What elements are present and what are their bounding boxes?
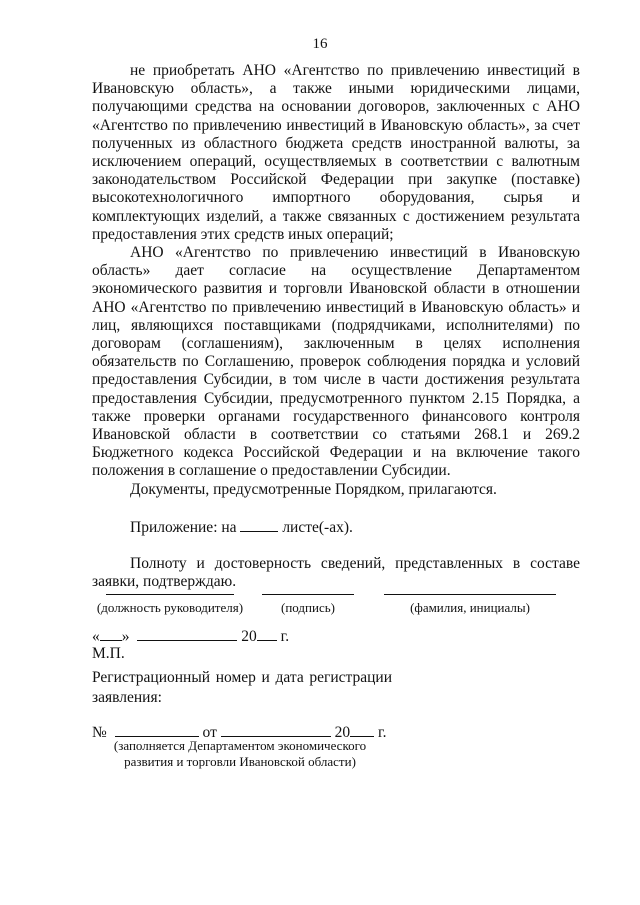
paragraph-consent: АНО «Агентство по привлечению инвестиций в Ивановскую область» дает согласие на осуществление Департаментом экономического развития и торговли Ивановской области в отношении АНО «Агентство по привлечению инвестиций в Ивановскую область» и лиц, являющихся поставщиками (подрядчиками, исполнителями) по договорам (соглашениям), заключенным в целях исполнения обязательств по Соглашению, проверок соблюдения порядка и условий предоставления Субсидии, в том числе в части достижения результата предоставления Субсидии, предусмотренного пунктом 2.15 Порядка, а также проверки органами государственного финансового контроля Ивановской области в соответствии со статьями 268.1 и 269.2 Бюджетного кодекса Российской Федерации и на включение такого положения в соглашение о предоставлении Субсидии. (92, 244, 580, 480)
registration-date-blank[interactable] (221, 722, 331, 737)
position-blank-line[interactable] (106, 594, 234, 595)
date-close-quote: » (121, 628, 130, 645)
registration-year-prefix: 20 (334, 724, 351, 741)
page-number: 16 (312, 36, 328, 52)
confirmation-statement: Полноту и достоверность сведений, представленных в составе заявки, подтверждаю. (92, 555, 580, 591)
attachment-prefix: Приложение: на (130, 518, 237, 536)
paragraph-documents-attached: Документы, предусмотренные Порядком, прилагаются. (130, 480, 497, 498)
registration-number-blank[interactable] (115, 722, 199, 737)
name-blank-line[interactable] (384, 594, 556, 595)
attachment-pages-blank[interactable] (240, 517, 278, 532)
signature-block (92, 580, 580, 620)
date-year-suffix: г. (280, 628, 290, 645)
signature-caption: (подпись) (281, 600, 335, 615)
paragraph-currency-restriction: не приобретать АНО «Агентство по привлечению инвестиций в Ивановскую область», а также иными юридическими лицами, получающими средства на основании договоров, заключенных с АНО «Агентство по привлечению инвестиций в Ивановскую область», за счет полученных из областного бюджета средств иностранной валюты, за исключением операций, осуществляемых в соответствии с валютным законодательством Российской Федерации при закупке (поставке) высокотехнологичного импортного оборудования, сырья и комплектующих изделий, а также связанных с достижением результата предоставления этих средств иных операций; (92, 62, 580, 243)
year-blank[interactable] (257, 626, 277, 641)
document-body (92, 62, 580, 591)
date-open-quote: « (92, 628, 100, 645)
position-caption: (должность руководителя) (96, 600, 244, 615)
registration-number-sign: № (92, 724, 107, 741)
day-blank[interactable] (100, 626, 122, 641)
date-year-prefix: 20 (241, 628, 257, 645)
registration-from: от (202, 724, 217, 741)
registration-year-blank[interactable] (350, 722, 374, 737)
stamp-label: М.П. (92, 645, 125, 662)
attachment-suffix: листе(-ах). (282, 518, 353, 536)
month-blank[interactable] (137, 626, 237, 641)
registration-note: (заполняется Департаментом экономического развития и торговли Ивановской области) (113, 738, 367, 769)
name-caption: (фамилия, инициалы) (410, 600, 530, 615)
attachment-line (92, 517, 580, 537)
registration-label: Регистрационный номер и дата регистрации заявления: (92, 669, 392, 706)
signature-blank-line[interactable] (262, 594, 354, 595)
date-line (92, 626, 289, 646)
registration-year-suffix: г. (378, 724, 387, 741)
